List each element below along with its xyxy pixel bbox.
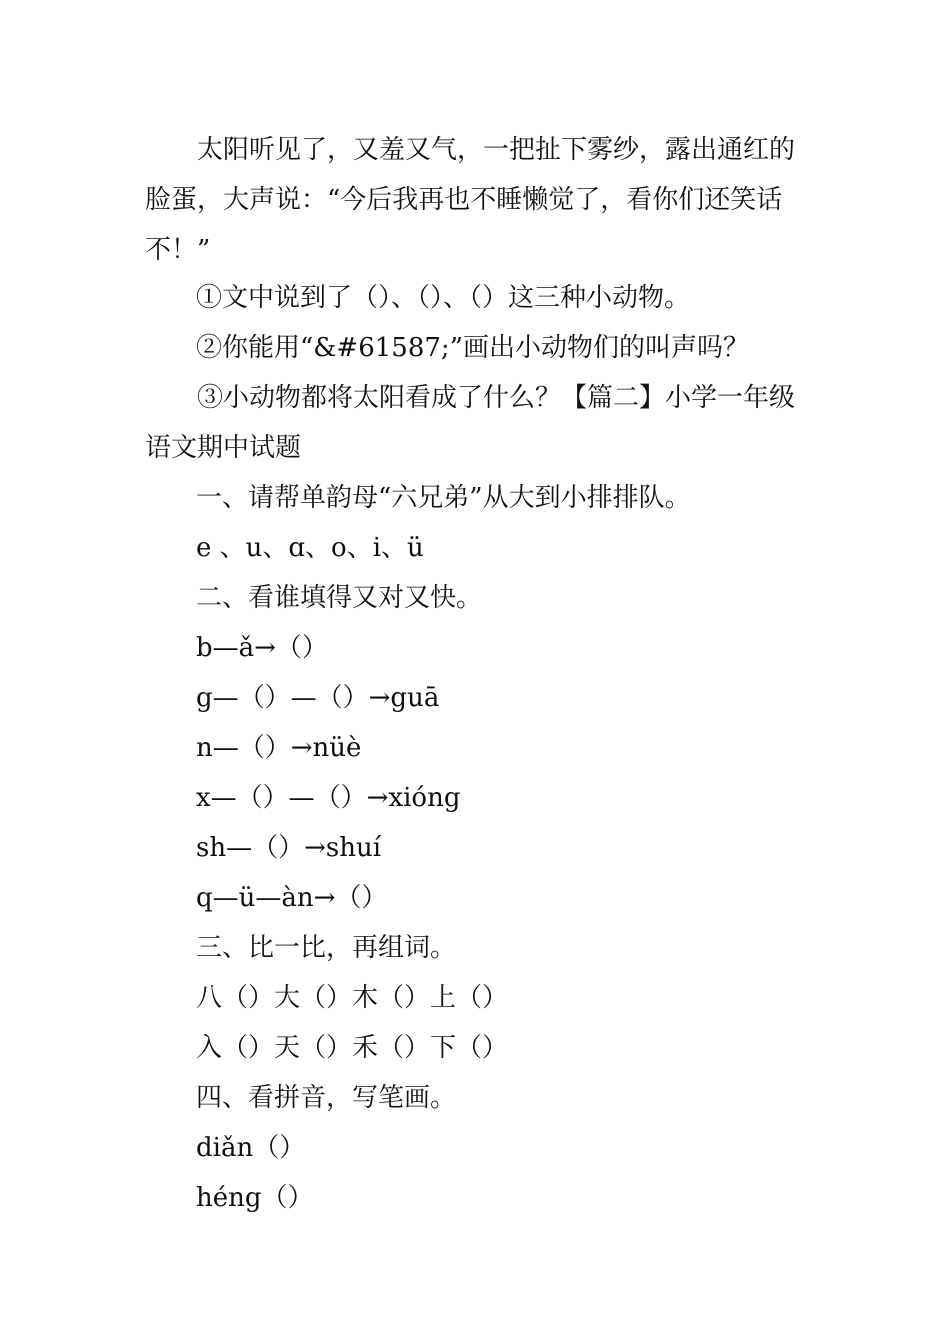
pinyin-item: x—（）—（）→xióng — [196, 783, 461, 813]
vowel-list: e 、u、ɑ、o、i、ü — [196, 533, 424, 563]
compare-row-1: 八（）大（）木（）上（） — [196, 983, 509, 1013]
compare-row-2: 入（）天（）禾（）下（） — [196, 1033, 509, 1063]
story-paragraph — [145, 125, 810, 275]
section-2-heading: 二、看谁填得又对又快。 — [196, 583, 483, 613]
section-3-heading: 三、比一比，再组词。 — [196, 933, 457, 963]
stroke-item: diǎn（） — [196, 1133, 306, 1163]
pinyin-item: n—（）→nüè — [196, 733, 362, 763]
question-2: ②你能用“&#61587;”画出小动物们的叫声吗？ — [196, 333, 749, 363]
pinyin-item: g—（）—（）→guā — [196, 683, 440, 713]
section-1-heading: 一、请帮单韵母“六兄弟”从大到小排排队。 — [196, 483, 691, 513]
section-4-heading: 四、看拼音，写笔画。 — [196, 1083, 457, 1113]
question-1: ①文中说到了（）、（）、（）这三种小动物。 — [196, 283, 691, 313]
stroke-item: héng（） — [196, 1183, 314, 1213]
pinyin-item: sh—（）→shuí — [196, 833, 382, 863]
question-3 — [145, 373, 810, 473]
question-3-text: ③小动物都将太阳看成了什么？【篇二】小学一年级语文期中试题 — [145, 383, 796, 463]
pinyin-item: b—ǎ→（） — [196, 633, 328, 663]
pinyin-item: q—ü—àn→（） — [196, 883, 388, 913]
story-paragraph-text: 太阳听见了，又羞又气，一把扯下雾纱，露出通红的脸蛋，大声说：“今后我再也不睡懒觉了，看你们还笑话不！” — [145, 135, 796, 265]
